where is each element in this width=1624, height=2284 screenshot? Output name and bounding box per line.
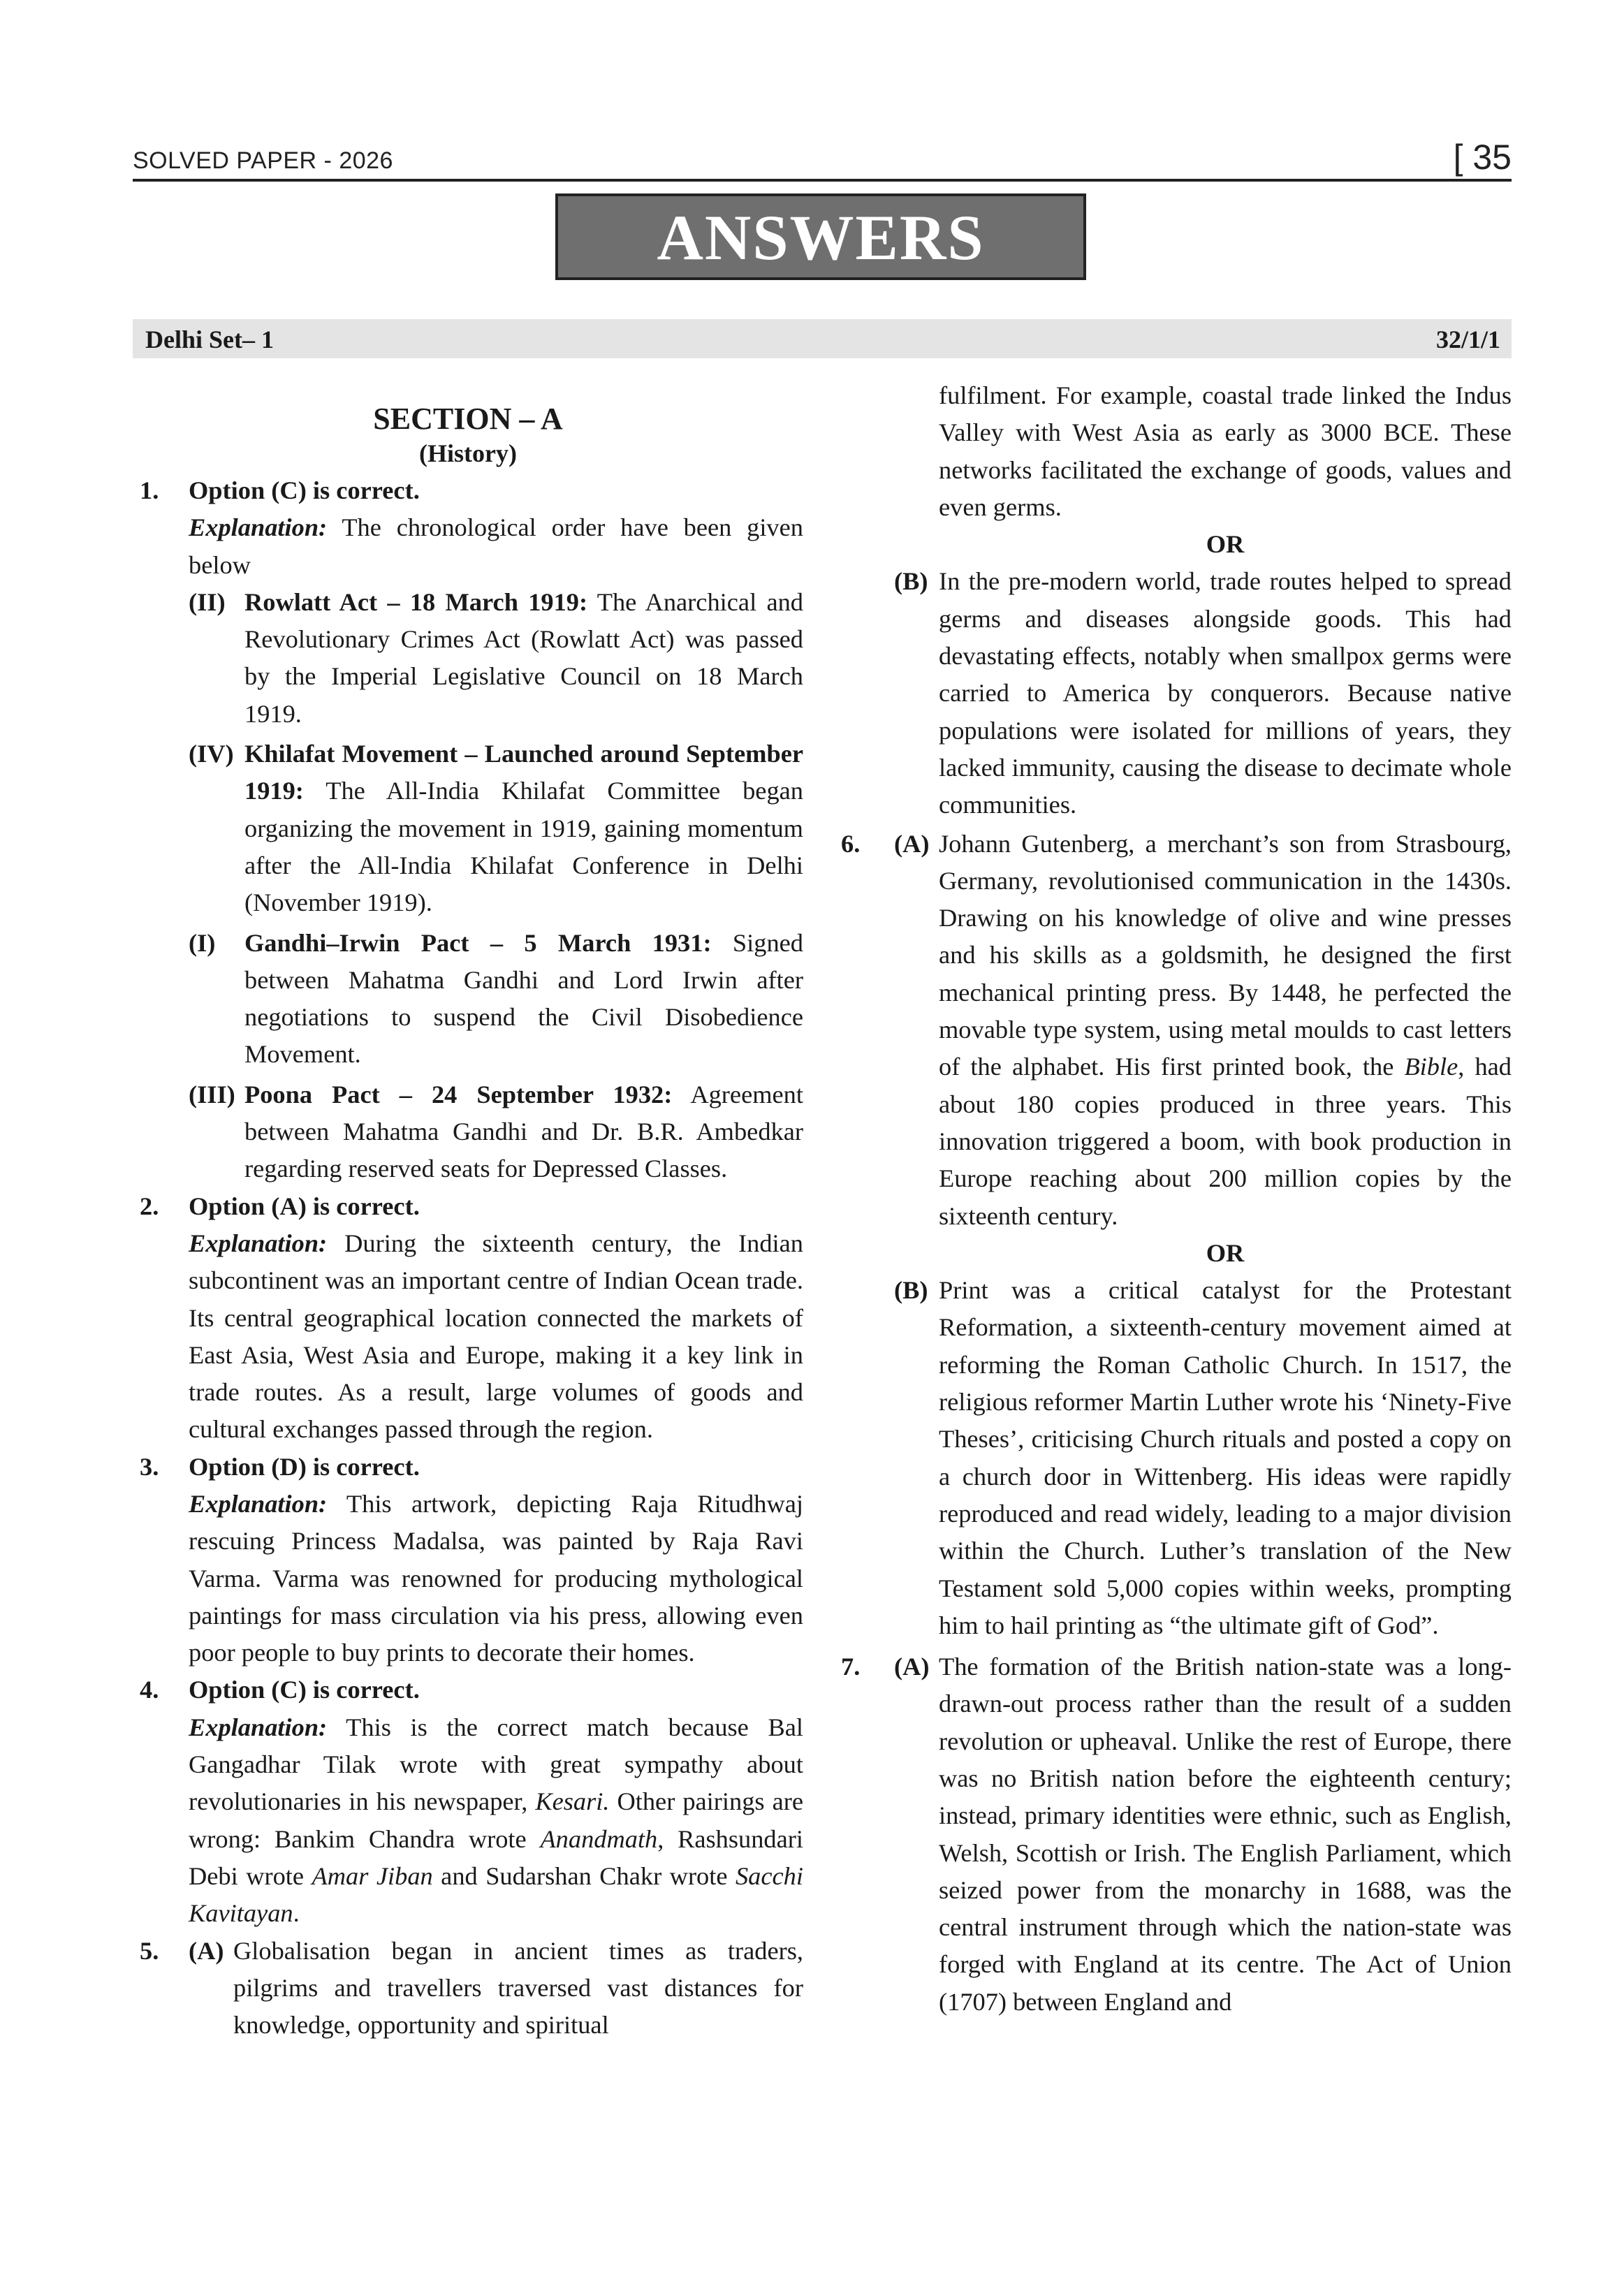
item-tag: (III) [189,1080,235,1108]
item-heading: Rowlatt Act – 18 March 1919: [244,587,588,616]
answer-tag: (B) [894,567,928,596]
book-title: Amar Jiban [312,1861,433,1890]
question-7 [841,1648,1512,2021]
question-3 [133,1449,803,1672]
question-6-b [841,1272,1512,1644]
answer-option: Option (D) is correct. [189,1452,420,1481]
set-code: 32/1/1 [1435,325,1500,353]
question-4 [133,1671,803,1932]
answer-a [189,1933,803,2044]
answer-a: (A) Johann Gutenberg, a merchant’s son from Strasbourg, Germany, revolutionised communication in the 1430s. Drawing on his knowledge of olive and wine presses and his skills as a goldsmith, he designed the first mechanical printing press. By 1448, he perfected the movable type system, using metal moulds to cast letters of the alphabet. His first printed book, the Bible, had about 180 copies produced in three years. This innovation triggered a boom, with book production in Europe reaching about 200 million copies by the sixteenth century. [894,826,1512,1235]
explanation-label: Explanation: [189,1713,328,1741]
answer-text: Print was a critical catalyst for the Protestant Reformation, a sixteenth-century movement aimed at reforming the Roman Catholic Church. In 1517, the religious reformer Martin Luther wrote his ‘Ninety-Five Theses’, criticising Church rituals and posted a copy on a church door in Wittenberg. His ideas were rapidly reproduced and read widely, leading to a major division within the Church. Luther’s translation of the New Testament sold 5,000 copies within weeks, prompting him to hail printing as “the ultimate gift of God”. [939,1276,1512,1639]
item-heading: Khilafat Movement – Launched around September 1919: [244,740,803,805]
book-title: Sacchi Kavitayan [189,1861,803,1928]
page-number: [ 35 [1453,138,1512,177]
chronology-item [189,735,803,921]
item-tag: (I) [189,928,216,957]
answer-tag: (A) [894,829,930,858]
explanation: Explanation: This is the correct match because Bal Gangadhar Tilak wrote with great sympathy about revolutionaries in his newspaper, Kesari. Other pairings are wrong: Bankim Chandra wrote Anandmath, Rashsundari Debi wrote Amar Jiban and Sudarshan Chakr wrote Sacchi Kavitayan. [189,1713,804,1928]
book-title: Anandmath [540,1824,658,1853]
explanation [189,1486,803,1671]
answer-text: In the pre-modern world, trade routes helped to spread germs and diseases alongside goods. This had devastating effects, notably when smallpox germs were carried to America by conquerors. Because native populations were isolated for millions of years, they lacked immunity, causing the disease to decimate whole communities. [939,567,1512,819]
chronology-item [189,925,803,1074]
question-number: 2. [140,1192,159,1220]
book-title: Bible [1404,1053,1458,1081]
item-heading: Gandhi–Irwin Pact – 5 March 1931: [244,928,712,957]
question-number: 5. [140,1936,159,1965]
explanation-text: This artwork, depicting Raja Ritudhwaj rescuing Princess Madalsa, was painted by Raja Ravi Varma. Varma was renowned for producing mythological paintings for mass circulation via his press, allowing even poor people to buy prints to decorate their homes. [189,1490,803,1667]
explanation-label: Explanation: [189,1229,328,1257]
answer-tag: (B) [894,1276,928,1305]
item-text: The Anarchical and Revolutionary Crimes Act (Rowlatt Act) was passed by the Imperial Legislative Council on 18 March 1919. [244,587,803,728]
item-text: Agreement between Mahatma Gandhi and Dr. B.R. Ambedkar regarding reserved seats for Depressed Classes. [244,1080,803,1183]
explanation [189,1225,803,1449]
item-heading: Poona Pact – 24 September 1932: [244,1080,673,1108]
answer-a-continued: fulfilment. For example, coastal trade linked the Indus Valley with West Asia as early as 3000 BCE. These networks facilitated the exchange of goods, values and even germs. [939,381,1512,521]
answer-b [894,563,1512,823]
question-number: 1. [140,476,159,504]
answer-text: Globalisation began in ancient times as traders, pilgrims and travellers traversed vast distances for knowledge, opportunity and spiritual [233,1936,803,2040]
or-separator: OR [1206,1238,1245,1267]
answer-b [894,1272,1512,1644]
question-number: 7. [841,1653,861,1681]
question-5-b [841,563,1512,823]
newspaper-title: Kesari. [535,1787,610,1816]
set-bar [133,319,1512,358]
item-tag: (II) [189,587,226,616]
section-subtitle: (History) [419,439,517,468]
item-text: Signed between Mahatma Gandhi and Lord Irwin after negotiations to suspend the Civil Disobedience Movement. [244,928,804,1069]
question-number: 6. [841,829,861,858]
or-separator: OR [1206,530,1245,559]
section-title: SECTION – A [373,402,563,436]
running-header [133,137,1512,182]
explanation-text: The chronological order have been given below [189,513,803,579]
chronology-item [189,1076,803,1188]
chronology-item [189,584,803,733]
answer-option: Option (C) is correct. [189,476,420,504]
question-6 [841,826,1512,1235]
question-number: 3. [140,1452,159,1481]
answer-text: Johann Gutenberg, a merchant’s son from Strasbourg, Germany, revolutionised communication in the 1430s. Drawing on his knowledge of olive and wine presses and his skills as a goldsmith, he designed the first mechanical printing press. By 1448, he perfected the movable type system, using metal moulds to cast letters of the alphabet. His first printed book, the [939,829,1512,1081]
explanation-text: During the sixteenth century, the Indian subcontinent was an important centre of Indian Ocean trade. Its central geographical location connected the markets of East Asia, West Asia and Europe, making it a key link in trade routes. As a result, large volumes of goods and cultural exchanges passed through the region. [189,1229,803,1444]
answer-tag: (A) [894,1653,930,1681]
right-column [841,377,1512,2021]
item-tag: (IV) [189,740,234,768]
question-5 [133,1933,803,2044]
answers-banner: ANSWERS [555,193,1086,280]
question-number: 4. [140,1676,159,1704]
question-2 [133,1188,803,1449]
explanation-label: Explanation: [189,513,328,542]
question-1 [133,472,803,1188]
explanation-text: This is the correct match because Bal Gangadhar Tilak wrote with great sympathy about revolutionaries in his newspaper, [189,1713,803,1816]
set-label: Delhi Set– 1 [145,325,274,353]
answer-a [894,1648,1512,2021]
answer-option: Option (A) is correct. [189,1192,420,1220]
left-column [133,377,803,2044]
item-text: The All-India Khilafat Committee began organizing the movement in 1919, gaining momentum after the All-India Khilafat Conference in Delhi (November 1919). [244,777,803,917]
answer-text: The formation of the British nation-state was a long-drawn-out process rather than the result of a sudden revolution or upheaval. Unlike the rest of Europe, there was no British nation before the eighteenth century; instead, primary identities were ethnic, such as English, Welsh, Scottish or Irish. The English Parliament, which seized power from the monarchy in 1688, was the central instrument through which the nation-state was forged with England at its centre. The Act of Union (1707) between England and [939,1653,1512,2016]
explanation [189,509,803,584]
explanation-label: Explanation: [189,1490,328,1518]
answer-tag: (A) [189,1936,224,1965]
answer-option: Option (C) is correct. [189,1676,420,1704]
running-title: SOLVED PAPER - 2026 [133,147,393,174]
